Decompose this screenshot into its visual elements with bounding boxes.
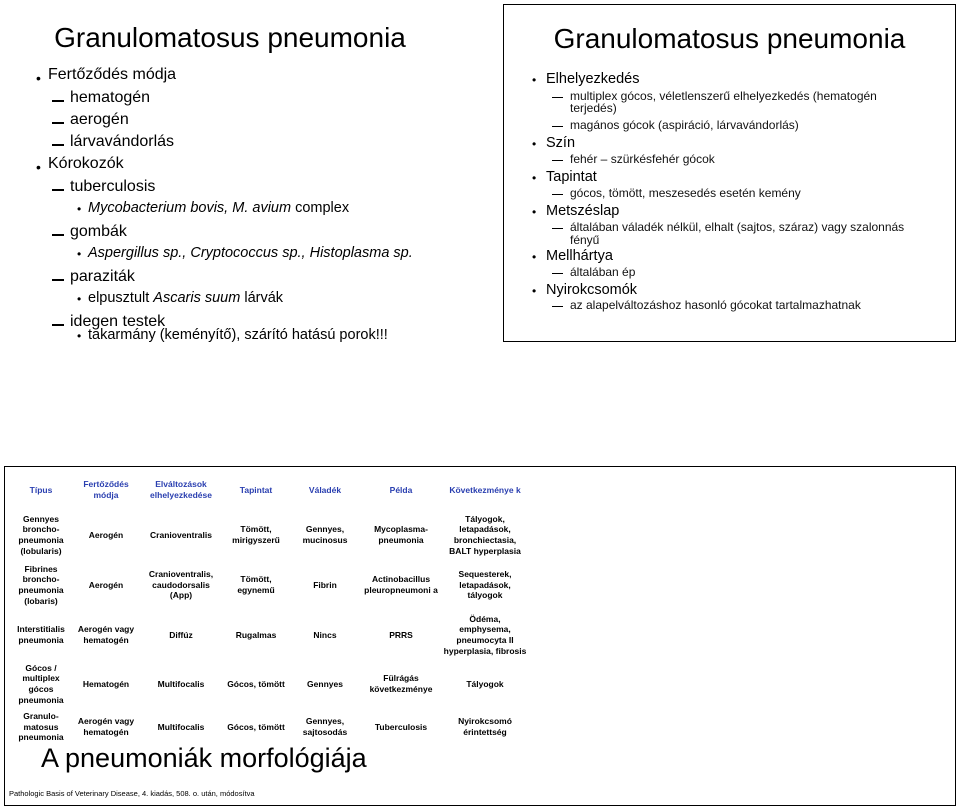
table-row [9, 661, 529, 707]
bullet-icon: • [532, 284, 537, 298]
table-cell: Fibrin [313, 579, 337, 590]
list-item: az alapelváltozáshoz hasonló gócokat tartalmazhatnak [570, 298, 861, 312]
list-item: Szín [546, 135, 576, 151]
list-item: terjedés) [570, 101, 617, 115]
list-item: takarmány (keményítő), szárító hatású porok!!! [88, 327, 388, 343]
list-item: Tapintat [546, 169, 597, 185]
slide-title: A pneumoniák morfológiája [41, 743, 367, 773]
table-cell: Aerogén [88, 529, 124, 540]
table-cell: Gennyes, mucinosus [302, 524, 348, 545]
table-cell: Gócos, tömött [227, 721, 285, 732]
list-item: gócos, tömött, meszesedés esetén kemény [570, 186, 801, 200]
table-cell: Ödéma, emphysema, pneumocyta II hyperplasia, fibrosis [443, 613, 527, 656]
dash-icon [52, 189, 64, 191]
table-cell: Actinobacillus pleuropneumoni a [364, 574, 438, 595]
dash-icon [52, 100, 64, 102]
list-item: idegen testek [70, 313, 166, 330]
list-item: tuberculosis [70, 178, 156, 195]
bullet-icon: • [532, 171, 537, 185]
slide-morphology-table [4, 466, 956, 806]
source-citation: Pathologic Basis of Veterinary Disease, 4. kiadás, 508. o. után, módosítva [9, 789, 255, 798]
dash-icon [552, 97, 563, 98]
list-item: Fertőződés módja [48, 66, 177, 83]
column-header: Következménye k [449, 484, 521, 495]
table-cell: Hematogén [82, 678, 130, 689]
table-cell: Cranioventralis, caudodorsalis (App) [148, 569, 214, 601]
bullet-icon: • [77, 202, 82, 216]
bullet-icon: • [36, 159, 41, 175]
dash-icon [552, 306, 563, 307]
morphology-table [9, 471, 529, 747]
table-cell: Tályogok, letapadások, bronchiectasia, BALT hyperplasia [449, 513, 521, 556]
list-item: lárvavándorlás [70, 133, 175, 150]
slide-pathways [4, 4, 456, 343]
table-row [9, 561, 529, 609]
table-cell: Sequesterek, letapadások, tályogok [458, 569, 512, 601]
column-header: Váladék [308, 484, 342, 495]
dash-icon [52, 234, 64, 236]
dash-icon [52, 324, 64, 326]
column-header: Típus [29, 484, 53, 495]
dash-icon [52, 122, 64, 124]
bullet-icon: • [532, 137, 537, 151]
list-item: fehér – szürkésfehér gócok [570, 152, 715, 166]
table-cell: Granulo-matosus pneumonia [18, 711, 64, 743]
dash-icon [552, 126, 563, 127]
table-cell: Interstitialis pneumonia [17, 624, 65, 645]
list-item: aerogén [70, 111, 129, 128]
table-cell: Tömött, mirigyszerű [232, 524, 280, 545]
column-header: Példa [389, 484, 413, 495]
list-item: Mycobacterium bovis, M. avium complex [88, 200, 350, 216]
table-cell: Multifocalis [157, 721, 205, 732]
table-cell: Gócos / multiplex gócos pneumonia [18, 662, 64, 705]
table-cell: Diffúz [169, 629, 193, 640]
list-item: általában ép [570, 265, 636, 279]
dash-icon [552, 194, 563, 195]
table-cell: Cranioventralis [150, 529, 212, 540]
table-cell: PRRS [389, 629, 413, 640]
table-cell: Gócos, tömött [227, 678, 285, 689]
list-item: általában váladék nélkül, elhalt (sajtos, száraz) vagy szalonnás [570, 220, 905, 234]
table-cell: Nyirokcsomó érintettség [458, 716, 512, 737]
bullet-icon: • [36, 70, 41, 86]
table-cell: Tömött, egynemű [237, 574, 275, 595]
table-row [9, 509, 529, 561]
table-cell: Nincs [313, 629, 337, 640]
column-header: Fertőződés módja [83, 479, 129, 500]
slide-title: Granulomatosus pneumonia [54, 22, 406, 53]
table-cell: Gennyes [307, 678, 343, 689]
table-cell: Aerogén [88, 579, 124, 590]
table-cell: Gennyes broncho-pneumonia (lobularis) [18, 513, 64, 556]
list-item: multiplex gócos, véletlenszerű elhelyezkedés (hematogén [570, 89, 877, 103]
list-item: Nyirokcsomók [546, 282, 638, 298]
list-item: hematogén [70, 89, 151, 106]
bullet-icon: • [532, 250, 537, 264]
list-item: Kórokozók [48, 155, 124, 172]
table-cell: Rugalmas [235, 629, 277, 640]
table-cell: Mycoplasma-pneumonia [374, 524, 428, 545]
list-item: Aspergillus sp., Cryptococcus sp., Histoplasma sp. [88, 245, 413, 261]
list-item: gombák [70, 223, 127, 240]
table-row [9, 707, 529, 747]
dash-icon [52, 279, 64, 281]
table-cell: Aerogén vagy hematogén [77, 624, 135, 645]
list-item: fényű [570, 233, 600, 247]
bullet-icon: • [77, 292, 82, 306]
table-cell: Fibrines broncho-pneumonia (lobaris) [18, 563, 64, 606]
table-cell: Multifocalis [157, 678, 205, 689]
dash-icon [552, 273, 563, 274]
slide-characteristics [503, 4, 956, 342]
column-header: Elváltozások elhelyezkedése [150, 479, 212, 500]
dash-icon [52, 144, 64, 146]
list-item: paraziták [70, 268, 135, 285]
table-cell: Tályogok [466, 678, 504, 689]
bullet-icon: • [77, 329, 82, 343]
list-item: Elhelyezkedés [546, 71, 640, 87]
dash-icon [552, 228, 563, 229]
table-cell: Aerogén vagy hematogén [77, 716, 135, 737]
table-row [9, 609, 529, 661]
list-item: Mellhártya [546, 248, 613, 264]
list-item: magános gócok (aspiráció, lárvavándorlás) [570, 118, 799, 132]
dash-icon [552, 160, 563, 161]
bullet-icon: • [532, 73, 537, 87]
table-cell: Tuberculosis [374, 721, 428, 732]
table-cell: Gennyes, sajtosodás [302, 716, 348, 737]
bullet-icon: • [532, 205, 537, 219]
slide-title: Granulomatosus pneumonia [553, 23, 906, 54]
table-cell: Fülrágás következménye [369, 673, 433, 694]
column-header: Tapintat [239, 484, 273, 495]
list-item: elpusztult Ascaris suum lárvák [88, 290, 284, 306]
table-header-row [9, 471, 529, 509]
list-item: Metszéslap [546, 203, 620, 219]
bullet-icon: • [77, 247, 82, 261]
